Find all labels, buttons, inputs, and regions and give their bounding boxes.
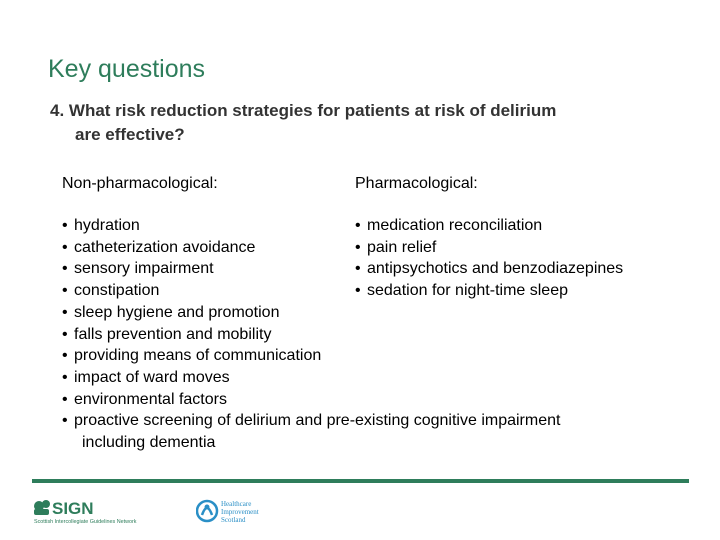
list-item: • antipsychotics and benzodiazepines (355, 260, 624, 278)
list-item: • hydration (62, 217, 140, 234)
footer-divider (32, 479, 689, 483)
list-item: • sleep hygiene and promotion (62, 303, 280, 321)
question-line-1: 4. What risk reduction strategies for patients at risk of delirium (50, 101, 557, 120)
list-item: • sedation for night-time sleep (355, 282, 568, 300)
pharmacological-heading: Pharmacological: (355, 175, 478, 192)
list-item-continuation: including dementia (82, 434, 216, 452)
list-item: • proactive screening of delirium and pre-existing cognitive impairment including dementia (62, 410, 560, 453)
question-text (50, 99, 690, 147)
his-logo-line-2: Improvement (221, 508, 259, 516)
list-item: • catheterization avoidance (62, 238, 256, 256)
list-item: • environmental factors (62, 390, 227, 408)
his-logo-line-3: Scotland (221, 516, 246, 524)
sign-logo-subtitle: Scottish Intercollegiate Guidelines Network (34, 519, 137, 525)
pharmacological-list (355, 215, 623, 302)
sign-emblem-icon (34, 500, 50, 515)
list-item: • providing means of communication (62, 347, 322, 365)
list-item: • constipation (62, 282, 160, 300)
his-logo (196, 497, 281, 527)
list-item: • pain relief (355, 238, 437, 256)
list-item: • falls prevention and mobility (62, 325, 272, 343)
sign-logo-name: SIGN (52, 499, 94, 518)
question-line-2: are effective? (75, 125, 185, 144)
his-logo-line-1: Healthcare (221, 500, 252, 508)
sign-logo (32, 497, 177, 527)
his-emblem-icon (197, 501, 217, 521)
list-item: • impact of ward moves (62, 368, 230, 386)
non-pharmacological-heading: Non-pharmacological: (62, 175, 218, 192)
list-item: • sensory impairment (62, 260, 214, 278)
list-item: • medication reconciliation (355, 217, 543, 234)
slide-title: Key questions (48, 55, 206, 83)
